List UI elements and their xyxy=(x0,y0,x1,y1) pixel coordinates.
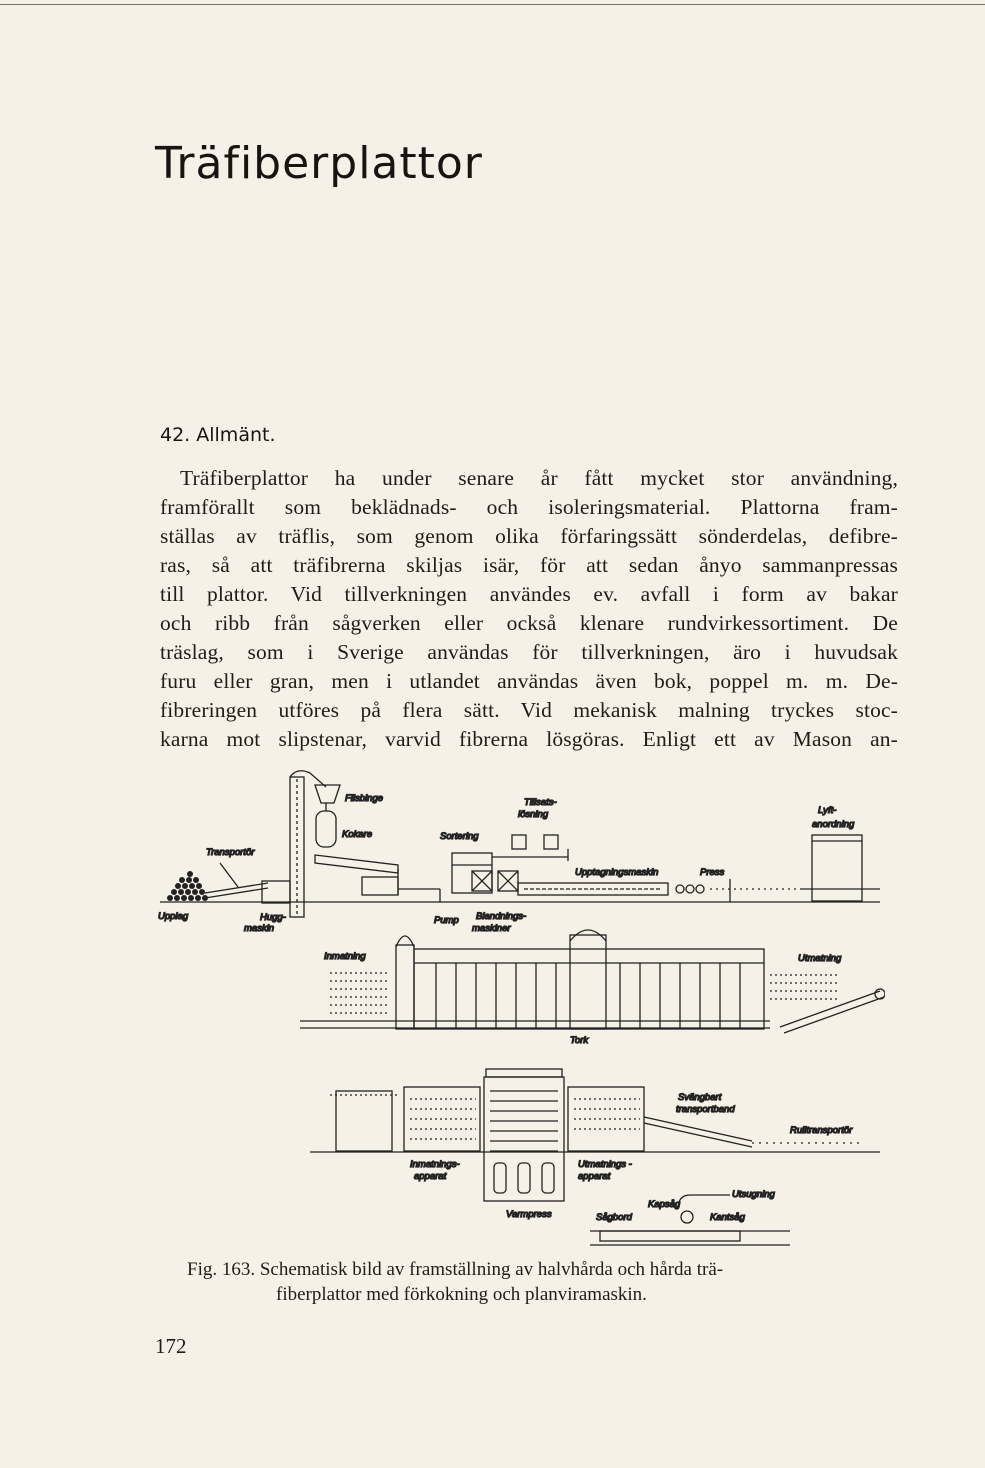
hot-press xyxy=(484,1077,564,1201)
process-diagram-drawing xyxy=(150,765,885,1255)
swivel-conveyor xyxy=(644,1117,752,1141)
label-utsugning: Utsugning xyxy=(732,1189,775,1200)
hot-press-platens xyxy=(490,1091,558,1151)
label-varmpress: Varmpress xyxy=(506,1209,552,1220)
press-cylinder xyxy=(542,1163,554,1193)
defibrator xyxy=(362,877,398,895)
label-blandning-1: Blandnings- xyxy=(476,911,527,922)
additive-tank xyxy=(544,835,558,849)
section-heading: 42. Allmänt. xyxy=(160,424,276,446)
chipper-machine xyxy=(262,881,290,903)
loading-stack xyxy=(336,1091,392,1151)
label-upptagning: Upptagningsmaskin xyxy=(575,867,659,878)
label-lyft-2: anordning xyxy=(812,819,855,830)
body-line: ras, så att träfibrerna skiljas isär, för att sedan ånyo sammanpressas xyxy=(160,553,898,577)
infeed-elevator xyxy=(396,945,414,1029)
saw-blade xyxy=(681,1211,693,1223)
label-kantsag: Kantsåg xyxy=(710,1212,745,1223)
label-tillsats-2: lösning xyxy=(518,809,549,820)
dryer-sections xyxy=(436,963,740,1029)
figure-caption xyxy=(187,1257,867,1307)
top-rule xyxy=(0,4,985,5)
label-hugg-1: Hugg- xyxy=(260,912,286,923)
transportor-leader xyxy=(220,863,238,887)
press-roll xyxy=(686,885,694,893)
label-rulltransportor: Rulltransportör xyxy=(790,1125,853,1136)
label-kokare: Kokare xyxy=(342,829,373,840)
digester xyxy=(316,811,336,847)
woodpile-icon xyxy=(167,871,208,901)
additive-tank xyxy=(512,835,526,849)
lift-frame xyxy=(812,835,862,901)
label-tillsats-1: Tillsats- xyxy=(524,797,557,808)
press-cylinder xyxy=(494,1163,506,1193)
caption-line: fiberplattor med förkokning och planviramaskin. xyxy=(276,1284,647,1305)
caption-line: Fig. 163. Schematisk bild av framställning av halvhårda och hårda trä- xyxy=(187,1259,724,1280)
label-kapsag: Kapsåg xyxy=(648,1199,681,1210)
label-utmatningsapparat-2: apparat xyxy=(578,1171,611,1182)
label-sortering: Sortering xyxy=(440,831,479,842)
body-line: furu eller gran, men i utlandet användas även bok, poppel m. m. De- xyxy=(160,669,898,693)
label-transportor: Transportör xyxy=(206,847,255,858)
infeed-stack xyxy=(330,973,390,1013)
label-hugg-2: maskin xyxy=(244,923,275,934)
label-utmatningsapparat-1: Utmatnings - xyxy=(578,1159,632,1170)
body-line: fibreringen utföres på flera sätt. Vid mekanisk malning tryckes stoc- xyxy=(160,698,898,722)
chapter-title: Träfiberplattor xyxy=(155,138,483,189)
outfeed-conveyor xyxy=(780,991,880,1027)
body-line: karna mot slipstenar, varvid fibrerna lösgöras. Enligt ett av Mason an- xyxy=(160,727,898,751)
process-diagram xyxy=(150,765,885,1255)
body-line: till plattor. Vid tillverkningen användes ev. avfall i form av bakar xyxy=(160,582,898,606)
body-line: Träfiberplattor ha under senare år fått mycket stor användning, xyxy=(180,466,898,490)
body-paragraph xyxy=(160,464,898,754)
body-line: och ribb från sågverken eller också klenare rundvirkessortiment. De xyxy=(160,611,898,635)
label-inmatningsapparat-1: Inmatnings- xyxy=(410,1159,460,1170)
label-svangbart-2: transportband xyxy=(676,1104,735,1115)
screw-conveyor xyxy=(315,855,398,873)
page-number: 172 xyxy=(155,1334,187,1358)
outfeed-stack xyxy=(770,975,840,999)
label-sagbord: Sågbord xyxy=(596,1212,632,1223)
label-svangbart-1: Svängbart xyxy=(678,1092,722,1103)
press-cylinder xyxy=(518,1163,530,1193)
press-roll xyxy=(676,885,684,893)
body-line: träslag, som i Sverige användas för tillverkningen, äro i huvudsak xyxy=(160,640,898,664)
label-blandning-2: maskiner xyxy=(472,923,511,934)
body-line: ställas av träflis, som genom olika förfaringssätt sönderdelas, defibre- xyxy=(160,524,898,548)
label-pump: Pump xyxy=(434,915,459,926)
label-inmatningsapparat-2: apparat xyxy=(414,1171,447,1182)
body-line: framförallt som beklädnads- och isoleringsmaterial. Plattorna fram- xyxy=(160,495,898,519)
dryer xyxy=(414,949,764,1029)
press-roll xyxy=(696,885,704,893)
label-tork: Tork xyxy=(570,1035,589,1046)
label-inmatning: Inmatning xyxy=(324,951,366,962)
chip-bin xyxy=(315,785,340,803)
label-utmatning: Utmatning xyxy=(798,953,842,964)
label-upplag: Upplag xyxy=(158,911,189,922)
label-flisbinge: Flisbinge xyxy=(345,793,384,804)
label-press: Press xyxy=(700,867,725,878)
label-lyft-1: Lyft- xyxy=(818,805,837,816)
